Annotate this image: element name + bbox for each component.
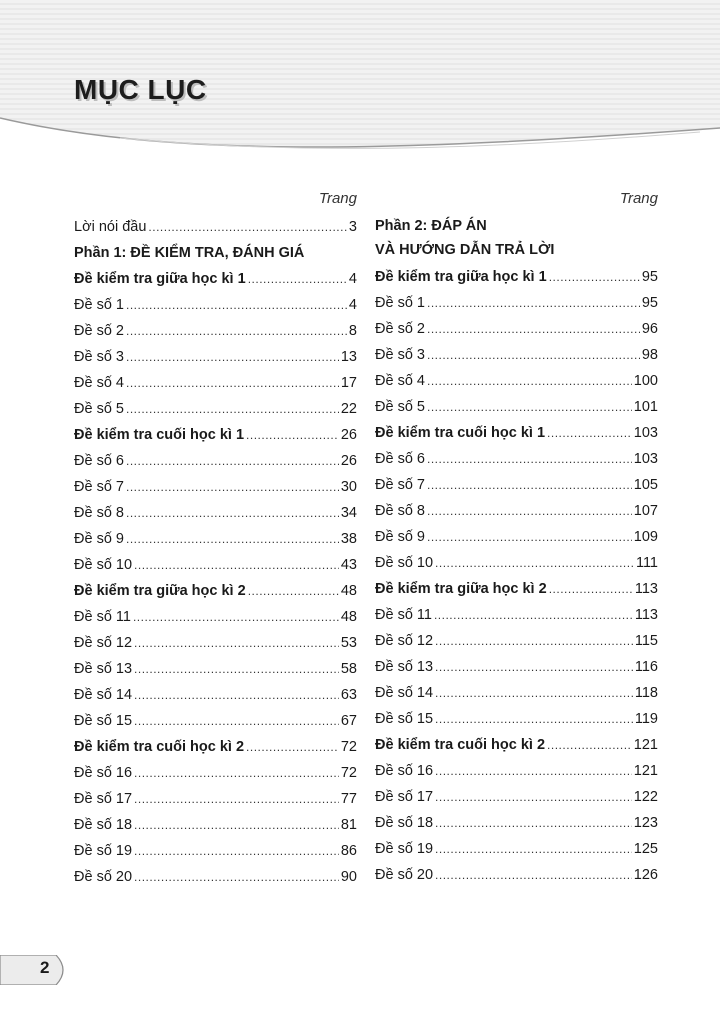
leader-dots: [134, 552, 339, 578]
leader-dots: [549, 576, 633, 602]
toc-entry-label: Đề số 5: [375, 399, 425, 415]
toc-entry-page: 109: [633, 529, 658, 545]
leader-dots: [549, 264, 640, 290]
toc-entry[interactable]: [74, 604, 357, 630]
toc-entry-label: Đề kiểm tra giữa học kì 2: [74, 583, 246, 599]
leader-dots: [435, 810, 632, 836]
toc-entry-label: Đề số 14: [375, 685, 434, 701]
toc-entry-page: 4: [348, 297, 357, 313]
leader-dots: [133, 604, 339, 630]
part-1-heading: Phần 1: ĐỀ KIỂM TRA, ĐÁNH GIÁ: [74, 245, 305, 261]
toc-entry[interactable]: [74, 760, 357, 786]
toc-entry[interactable]: [375, 498, 658, 524]
toc-entry[interactable]: [375, 290, 658, 316]
toc-entry[interactable]: [375, 732, 658, 758]
toc-entry-page: 72: [340, 765, 357, 781]
page-number-tab: [0, 955, 70, 985]
toc-entry-label: Đề số 7: [74, 479, 124, 495]
trang-label: Trang: [619, 190, 658, 207]
toc-entry-label: Đề số 8: [74, 505, 124, 521]
leader-dots: [126, 526, 339, 552]
leader-dots: [134, 630, 339, 656]
toc-entry[interactable]: [74, 448, 357, 474]
toc-entry-page: 77: [340, 791, 357, 807]
leader-dots: [427, 316, 640, 342]
toc-entry-page: 113: [634, 607, 658, 623]
toc-entry-page: 95: [641, 295, 658, 311]
toc-entry-label: Đề kiểm tra giữa học kì 1: [74, 271, 246, 287]
toc-entry[interactable]: [375, 810, 658, 836]
leader-dots: [134, 708, 339, 734]
leader-dots: [126, 500, 339, 526]
leader-dots: [435, 550, 634, 576]
toc-entry-label: Đề số 2: [375, 321, 425, 337]
leader-dots: [134, 682, 339, 708]
toc-entry-page: 100: [633, 373, 658, 389]
toc-right-column: [375, 188, 658, 888]
toc-entry-page: 105: [633, 477, 658, 493]
leader-dots: [435, 784, 632, 810]
toc-entry-page: 86: [340, 843, 357, 859]
toc-entry[interactable]: [375, 602, 658, 628]
toc-entry-page: 118: [634, 685, 658, 701]
toc-entry-label: Đề số 18: [74, 817, 133, 833]
toc-entry-label: Đề số 11: [74, 609, 131, 625]
toc-entry[interactable]: [375, 394, 658, 420]
toc-entry-label: Đề kiểm tra cuối học kì 1: [375, 425, 546, 441]
toc-entry[interactable]: [74, 552, 357, 578]
toc-entry-label: Đề kiểm tra cuối học kì 1: [74, 427, 245, 443]
toc-entry-label: Đề số 20: [375, 867, 434, 883]
toc-entry-page: 38: [340, 531, 357, 547]
toc-entry-label: Đề số 3: [375, 347, 425, 363]
toc-entry-label: Đề kiểm tra giữa học kì 2: [375, 581, 547, 597]
toc-entry[interactable]: [74, 682, 357, 708]
toc-entry[interactable]: [74, 786, 357, 812]
leader-dots: [126, 318, 347, 344]
toc-entry-label: Đề số 10: [74, 557, 133, 573]
toc-entry-label: Đề số 6: [74, 453, 124, 469]
leader-dots: [246, 422, 339, 448]
toc-entry-label: Đề số 17: [375, 789, 434, 805]
toc-entry-page: 67: [340, 713, 357, 729]
toc-entry-label: Đề kiểm tra cuối học kì 2: [74, 739, 245, 755]
toc-entry-page: 96: [641, 321, 658, 337]
toc-entry-page: 4: [348, 271, 357, 287]
leader-dots: [427, 394, 632, 420]
toc-entry-label: Đề kiểm tra giữa học kì 1: [375, 269, 547, 285]
toc-entry[interactable]: [74, 838, 357, 864]
toc-entry-label: Đề số 16: [375, 763, 434, 779]
leader-dots: [134, 812, 339, 838]
toc-entry-page: 125: [633, 841, 658, 857]
toc-entry[interactable]: [375, 628, 658, 654]
toc-entry[interactable]: [74, 474, 357, 500]
page-number: 2: [40, 958, 50, 977]
toc-entry-page: 81: [340, 817, 357, 833]
toc-entry-label: Đề số 14: [74, 687, 133, 703]
leader-dots: [435, 836, 632, 862]
leader-dots: [435, 706, 633, 732]
leader-dots: [434, 602, 633, 628]
leader-dots: [134, 786, 339, 812]
toc-entry-label: Đề số 4: [375, 373, 425, 389]
part-2-heading: [375, 214, 658, 262]
toc-entry-page: 113: [634, 581, 658, 597]
toc-entry[interactable]: [74, 344, 357, 370]
toc-entry[interactable]: [375, 758, 658, 784]
leader-dots: [134, 656, 339, 682]
toc-entry-label: Đề số 10: [375, 555, 434, 571]
toc-entry-label: Đề số 2: [74, 323, 124, 339]
toc-entry[interactable]: [74, 708, 357, 734]
toc-entry-page: 121: [633, 763, 658, 779]
toc-entry[interactable]: [375, 342, 658, 368]
toc-entry-page: 72: [340, 739, 357, 755]
toc-entry-label: Đề số 12: [375, 633, 434, 649]
leader-dots: [435, 654, 633, 680]
toc-entry-page: 107: [633, 503, 658, 519]
leader-dots: [427, 446, 632, 472]
toc-entry-page: 48: [340, 583, 357, 599]
toc-entry[interactable]: [375, 446, 658, 472]
leader-dots: [435, 680, 633, 706]
toc-entry-label: Đề số 4: [74, 375, 124, 391]
toc-entry-label: Đề số 18: [375, 815, 434, 831]
toc-entry-page: 90: [340, 869, 357, 885]
toc-entry-label: Đề số 8: [375, 503, 425, 519]
toc-entry-label: Đề số 1: [74, 297, 124, 313]
toc-entry-intro[interactable]: [74, 214, 357, 240]
toc-entry[interactable]: [74, 396, 357, 422]
toc-entry[interactable]: [375, 524, 658, 550]
toc-entry-label: Đề số 6: [375, 451, 425, 467]
leader-dots: [134, 760, 339, 786]
leader-dots: [427, 498, 632, 524]
toc-entry-page: 103: [633, 451, 658, 467]
leader-dots: [547, 420, 632, 446]
toc-entry[interactable]: [74, 864, 357, 890]
leader-dots: [126, 396, 339, 422]
leader-dots: [435, 628, 633, 654]
toc-entry[interactable]: [74, 630, 357, 656]
leader-dots: [427, 472, 632, 498]
toc-entry[interactable]: [74, 318, 357, 344]
part-2-heading-line1: Phần 2: ĐÁP ÁN: [375, 218, 487, 234]
toc-entry-page: 116: [634, 659, 658, 675]
page-tab-shape: [0, 955, 72, 985]
leader-dots: [134, 838, 339, 864]
leader-dots: [547, 732, 632, 758]
toc-right-entries: [375, 264, 658, 888]
toc-entry-label: Đề số 1: [375, 295, 425, 311]
toc-entry[interactable]: [375, 654, 658, 680]
toc-entry-page: 13: [340, 349, 357, 365]
toc-entry-label: Đề số 3: [74, 349, 124, 365]
toc-entry-label: Đề số 9: [375, 529, 425, 545]
toc-entry-page: 48: [340, 609, 357, 625]
toc-entry-label: Đề số 12: [74, 635, 133, 651]
toc-entry-page: 119: [634, 711, 658, 727]
toc-entry-page: 101: [633, 399, 658, 415]
toc-entry-label: Đề số 13: [375, 659, 434, 675]
toc-entry-page: 34: [340, 505, 357, 521]
toc-entry[interactable]: [375, 368, 658, 394]
toc-entry[interactable]: [74, 500, 357, 526]
toc-entry-label: Đề số 5: [74, 401, 124, 417]
toc-entry[interactable]: [375, 836, 658, 862]
toc-entry-page: 8: [348, 323, 357, 339]
toc-entry-page: 122: [633, 789, 658, 805]
toc-entry[interactable]: [74, 812, 357, 838]
toc-entry-page: 26: [340, 427, 357, 443]
trang-label: Trang: [318, 190, 357, 207]
toc-left-entries: [74, 266, 357, 890]
leader-dots: [148, 214, 347, 240]
leader-dots: [248, 266, 347, 292]
toc-entry-page: 17: [340, 375, 357, 391]
toc-entry[interactable]: [375, 316, 658, 342]
toc-entry-page: 115: [634, 633, 658, 649]
toc-entry[interactable]: [74, 422, 357, 448]
toc-entry-label: Lời nói đầu: [74, 219, 147, 235]
page-title: MỤC LỤC: [74, 74, 207, 105]
toc-entry-page: 3: [348, 219, 357, 235]
toc-entry-page: 43: [340, 557, 357, 573]
leader-dots: [427, 524, 632, 550]
leader-dots: [126, 448, 339, 474]
leader-dots: [427, 342, 640, 368]
part-2-heading-line2: VÀ HƯỚNG DẪN TRẢ LỜI: [375, 242, 555, 258]
toc-entry[interactable]: [375, 550, 658, 576]
toc-entry-label: Đề số 9: [74, 531, 124, 547]
toc-entry[interactable]: [375, 472, 658, 498]
toc-entry-page: 30: [340, 479, 357, 495]
toc-entry-label: Đề số 15: [74, 713, 133, 729]
toc-entry-label: Đề số 19: [375, 841, 434, 857]
toc-entry-page: 53: [340, 635, 357, 651]
toc-entry-label: Đề số 20: [74, 869, 133, 885]
toc-entry-label: Đề số 17: [74, 791, 133, 807]
toc-entry-page: 103: [633, 425, 658, 441]
toc-entry-page: 121: [633, 737, 658, 753]
toc-entry-label: Đề kiểm tra cuối học kì 2: [375, 737, 546, 753]
toc-entry-page: 126: [633, 867, 658, 883]
leader-dots: [126, 292, 347, 318]
leader-dots: [435, 758, 632, 784]
toc-entry[interactable]: [74, 578, 357, 604]
leader-dots: [427, 368, 632, 394]
toc-entry[interactable]: [74, 370, 357, 396]
leader-dots: [126, 344, 339, 370]
toc-entry-page: 26: [340, 453, 357, 469]
toc-entry-page: 98: [641, 347, 658, 363]
leader-dots: [248, 578, 339, 604]
toc-entry-label: Đề số 15: [375, 711, 434, 727]
leader-dots: [126, 474, 339, 500]
toc-entry[interactable]: [375, 420, 658, 446]
toc-entry[interactable]: [74, 656, 357, 682]
toc-entry-label: Đề số 7: [375, 477, 425, 493]
toc-entry[interactable]: [375, 680, 658, 706]
leader-dots: [126, 370, 339, 396]
leader-dots: [134, 864, 339, 890]
toc-entry[interactable]: [375, 784, 658, 810]
toc-entry-page: 22: [340, 401, 357, 417]
toc-entry-label: Đề số 16: [74, 765, 133, 781]
toc-entry[interactable]: [375, 576, 658, 602]
toc-entry[interactable]: [74, 266, 357, 292]
toc-entry[interactable]: [74, 526, 357, 552]
toc-entry-page: 95: [641, 269, 658, 285]
leader-dots: [435, 862, 632, 888]
toc-entry[interactable]: [74, 292, 357, 318]
toc-entry[interactable]: [74, 734, 357, 760]
toc-entry-page: 123: [633, 815, 658, 831]
toc-entry-page: 111: [635, 555, 658, 571]
toc-entry-page: 63: [340, 687, 357, 703]
toc-entry[interactable]: [375, 862, 658, 888]
toc-entry[interactable]: [375, 706, 658, 732]
toc-entry-label: Đề số 11: [375, 607, 432, 623]
leader-dots: [246, 734, 339, 760]
toc-left-column: [74, 188, 357, 890]
leader-dots: [427, 290, 640, 316]
toc-entry-label: Đề số 13: [74, 661, 133, 677]
toc-entry[interactable]: [375, 264, 658, 290]
toc-entry-page: 58: [340, 661, 357, 677]
toc-entry-label: Đề số 19: [74, 843, 133, 859]
